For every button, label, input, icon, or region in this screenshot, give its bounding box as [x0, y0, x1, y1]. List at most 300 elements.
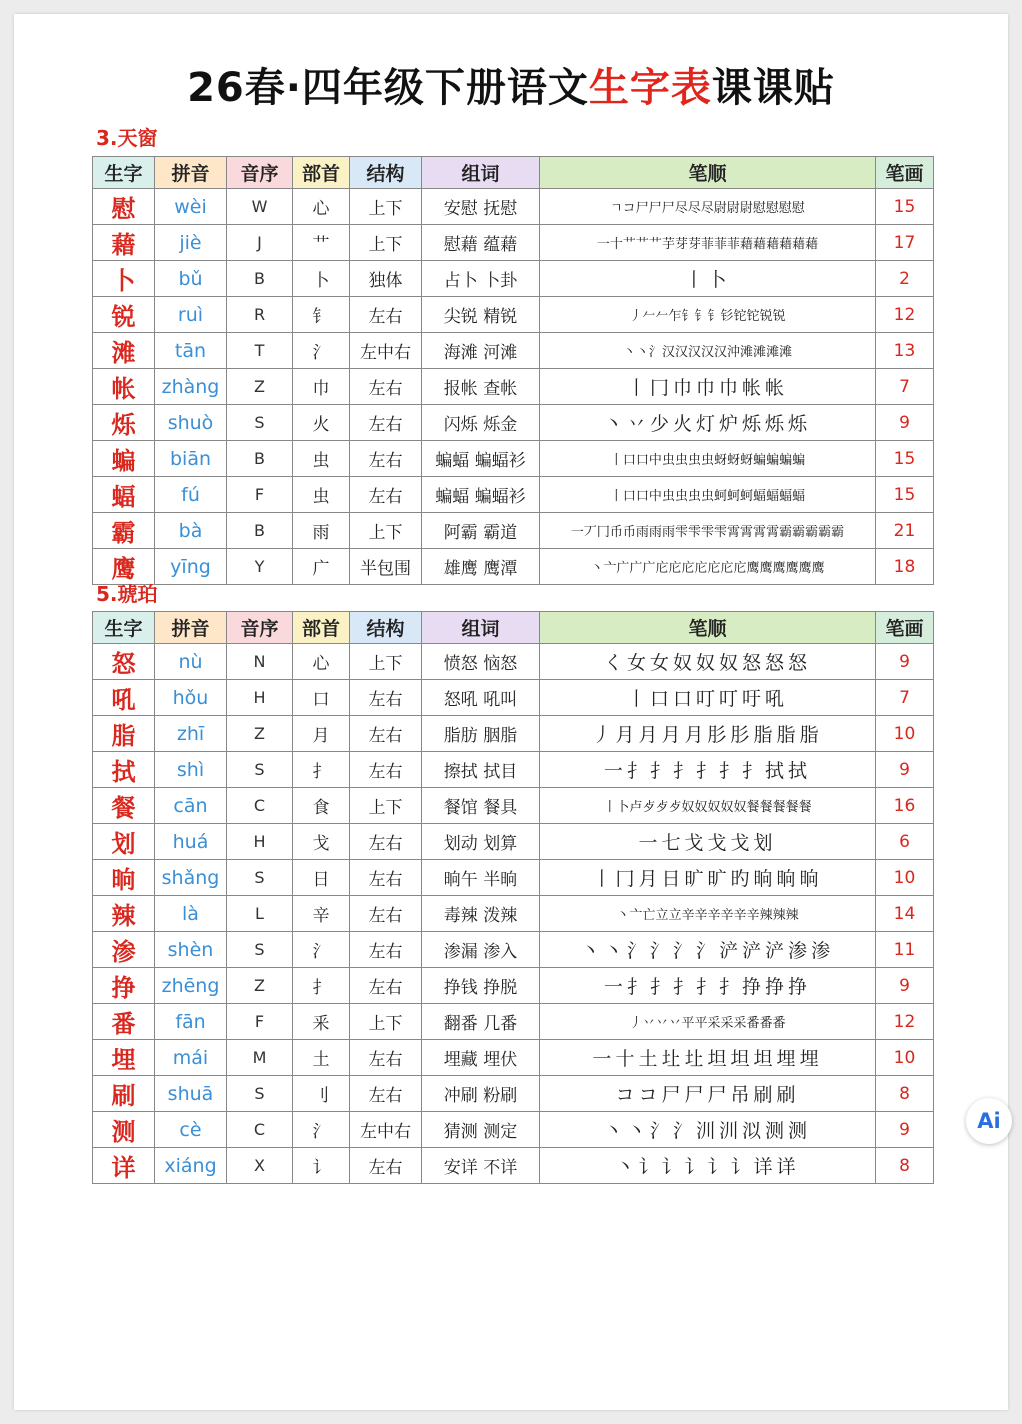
- pinyin-cell: cān: [155, 788, 227, 824]
- stroke-step: 巾: [719, 377, 739, 399]
- stroke-order-cell: [540, 549, 876, 585]
- stroke-step: コ: [622, 201, 635, 216]
- table-row: [93, 968, 934, 1004]
- stroke-step: 旳: [730, 868, 750, 890]
- header-pinyin: 拼音: [155, 157, 227, 189]
- order-cell: C: [227, 1112, 293, 1148]
- stroke-step: 丶: [603, 1120, 623, 1142]
- stroke-step: 霸: [831, 525, 844, 540]
- stroke-step: 讠: [730, 1156, 750, 1178]
- words-cell: 闪烁 烁金: [422, 405, 540, 441]
- table-row: [93, 333, 934, 369]
- stroke-step: 汉: [661, 345, 674, 360]
- stroke-step: 月: [638, 724, 658, 746]
- char-cell: 烁: [93, 405, 155, 441]
- table-row: [93, 441, 934, 477]
- stroke-step: 卢: [629, 800, 642, 815]
- stroke-step: 埋: [776, 1048, 796, 1070]
- words-cell: 冲刷 粉刷: [422, 1076, 540, 1112]
- title-highlight: 生字表: [588, 65, 712, 111]
- stroke-step: 氵: [672, 1120, 692, 1142]
- stroke-step: 餐: [772, 800, 785, 815]
- structure-cell: 左中右: [350, 333, 422, 369]
- stroke-step: 尸: [684, 1084, 704, 1106]
- stroke-step: 铊: [733, 309, 746, 324]
- stroke-step: 详: [753, 1156, 773, 1178]
- stroke-step: 钅: [681, 309, 694, 324]
- char-cell: 刷: [93, 1076, 155, 1112]
- char-cell: 蝙: [93, 441, 155, 477]
- stroke-step: 蝙: [766, 453, 779, 468]
- stroke-count-cell: 9: [876, 1112, 934, 1148]
- stroke-step: 艹: [648, 237, 661, 252]
- header-words: 组词: [422, 612, 540, 644]
- stroke-step: 口: [622, 489, 635, 504]
- radical-cell: 日: [293, 860, 350, 896]
- character-table-hupo: [92, 611, 934, 1184]
- stroke-step: 丶: [603, 940, 623, 962]
- stroke-step: 埋: [799, 1048, 819, 1070]
- order-cell: T: [227, 333, 293, 369]
- stroke-order-cell: [540, 297, 876, 333]
- stroke-step: 十: [609, 237, 622, 252]
- stroke-step: 肜: [707, 724, 727, 746]
- char-cell: 滩: [93, 333, 155, 369]
- stroke-step: 渗: [811, 940, 831, 962]
- stroke-step: 奴: [681, 800, 694, 815]
- stroke-step: 讠: [684, 1156, 704, 1178]
- stroke-step: 奴: [694, 800, 707, 815]
- pinyin-cell: shì: [155, 752, 227, 788]
- stroke-order-cell: [540, 1004, 876, 1040]
- stroke-step: 怒: [788, 652, 808, 674]
- table-row: [93, 477, 934, 513]
- structure-cell: 左右: [350, 680, 422, 716]
- radical-cell: 艹: [293, 225, 350, 261]
- stroke-count-cell: 13: [876, 333, 934, 369]
- stroke-step: 丆: [583, 525, 596, 540]
- stroke-step: 汌: [719, 1120, 739, 1142]
- stroke-step: 丶: [615, 1156, 635, 1178]
- stroke-step: 尽: [674, 201, 687, 216]
- pinyin-cell: huá: [155, 824, 227, 860]
- stroke-step: 虫: [674, 453, 687, 468]
- stroke-step: 蝙: [792, 453, 805, 468]
- char-cell: 渗: [93, 932, 155, 968]
- order-cell: Z: [227, 716, 293, 752]
- table-row: [93, 824, 934, 860]
- char-cell: 测: [93, 1112, 155, 1148]
- stroke-step: 月: [615, 724, 635, 746]
- stroke-step: 丷: [626, 413, 646, 435]
- words-cell: 蝙蝠 蝙蝠衫: [422, 477, 540, 513]
- words-cell: 愤怒 恼怒: [422, 644, 540, 680]
- stroke-step: 歺: [655, 800, 668, 815]
- stroke-step: 霸: [792, 525, 805, 540]
- stroke-step: 吼: [765, 688, 785, 710]
- stroke-step: コ: [615, 1084, 635, 1106]
- stroke-step: 叮: [719, 688, 739, 710]
- words-cell: 毒辣 泼辣: [422, 896, 540, 932]
- header-order: 音序: [227, 612, 293, 644]
- stroke-step: 一: [592, 1048, 612, 1070]
- stroke-count-cell: 7: [876, 369, 934, 405]
- stroke-step: 立: [668, 908, 681, 923]
- stroke-step: 沖: [727, 345, 740, 360]
- order-cell: S: [227, 932, 293, 968]
- stroke-step: 晌: [753, 868, 773, 890]
- table-row: [93, 1004, 934, 1040]
- words-cell: 猜测 测定: [422, 1112, 540, 1148]
- stroke-step: 滩: [753, 345, 766, 360]
- header-structure: 结构: [350, 157, 422, 189]
- stroke-step: 亠: [603, 561, 616, 576]
- stroke-step: 尉: [713, 201, 726, 216]
- stroke-step: 怒: [742, 652, 762, 674]
- table-row: [93, 788, 934, 824]
- stroke-step: 霄: [727, 525, 740, 540]
- stroke-order-cell: [540, 369, 876, 405]
- char-cell: 慰: [93, 189, 155, 225]
- stroke-step: 月: [638, 868, 658, 890]
- stroke-step: 平: [694, 1016, 707, 1031]
- stroke-step: 炉: [719, 413, 739, 435]
- structure-cell: 左右: [350, 441, 422, 477]
- table-row: [93, 896, 934, 932]
- stroke-step: 七: [661, 832, 681, 854]
- stroke-step: 藉: [779, 237, 792, 252]
- words-cell: 报帐 查帐: [422, 369, 540, 405]
- pinyin-cell: tān: [155, 333, 227, 369]
- table-row: [93, 261, 934, 297]
- stroke-step: 藉: [792, 237, 805, 252]
- stroke-step: 餐: [798, 800, 811, 815]
- structure-cell: 半包围: [350, 549, 422, 585]
- stroke-step: 蝠: [779, 489, 792, 504]
- radical-cell: 雨: [293, 513, 350, 549]
- structure-cell: 左右: [350, 1076, 422, 1112]
- stroke-step: 划: [753, 832, 773, 854]
- stroke-step: 测: [788, 1120, 808, 1142]
- stroke-step: 广: [616, 561, 629, 576]
- stroke-step: 广: [642, 561, 655, 576]
- stroke-step: 日: [661, 868, 681, 890]
- words-cell: 安慰 抚慰: [422, 189, 540, 225]
- stroke-step: 丿: [629, 1016, 642, 1031]
- radical-cell: 巾: [293, 369, 350, 405]
- char-cell: 锐: [93, 297, 155, 333]
- stroke-step: 币: [609, 525, 622, 540]
- stroke-order-cell: [540, 788, 876, 824]
- stroke-step: 锐: [759, 309, 772, 324]
- stroke-step: 辛: [733, 908, 746, 923]
- stroke-step: 丨: [609, 453, 622, 468]
- words-cell: 雄鹰 鹰潭: [422, 549, 540, 585]
- stroke-step: 汌: [695, 1120, 715, 1142]
- order-cell: N: [227, 644, 293, 680]
- pinyin-cell: biān: [155, 441, 227, 477]
- words-cell: 海滩 河滩: [422, 333, 540, 369]
- structure-cell: 左右: [350, 932, 422, 968]
- stroke-order-cell: [540, 1112, 876, 1148]
- stroke-step: 丷: [655, 1016, 668, 1031]
- radical-cell: 辛: [293, 896, 350, 932]
- words-cell: 慰藉 蕴藉: [422, 225, 540, 261]
- stroke-step: 丿: [592, 724, 612, 746]
- stroke-step: 刷: [753, 1084, 773, 1106]
- stroke-step: 丷: [642, 1016, 655, 1031]
- stroke-step: 鹰: [811, 561, 824, 576]
- table-row: [93, 644, 934, 680]
- stroke-step: 刷: [776, 1084, 796, 1106]
- stroke-count-cell: 15: [876, 441, 934, 477]
- stroke-step: 辣: [785, 908, 798, 923]
- stroke-step: 奴: [707, 800, 720, 815]
- stroke-step: 艹: [635, 237, 648, 252]
- stroke-step: 钅: [694, 309, 707, 324]
- stroke-step: 尸: [661, 201, 674, 216]
- stroke-count-cell: 10: [876, 716, 934, 752]
- stroke-step: 旷: [707, 868, 727, 890]
- stroke-step: 口: [672, 688, 692, 710]
- table-row: [93, 297, 934, 333]
- table-row: [93, 513, 934, 549]
- stroke-step: 土: [638, 1048, 658, 1070]
- stroke-step: 烁: [788, 413, 808, 435]
- stroke-step: 丨: [592, 868, 612, 890]
- stroke-step: 巾: [695, 377, 715, 399]
- stroke-step: 辛: [746, 908, 759, 923]
- pinyin-cell: shèn: [155, 932, 227, 968]
- stroke-step: 丷: [668, 1016, 681, 1031]
- radical-cell: 火: [293, 405, 350, 441]
- order-cell: B: [227, 261, 293, 297]
- pinyin-cell: hǒu: [155, 680, 227, 716]
- order-cell: S: [227, 1076, 293, 1112]
- radical-cell: 扌: [293, 752, 350, 788]
- stroke-step: 扌: [695, 760, 715, 782]
- stroke-order-cell: [540, 752, 876, 788]
- char-cell: 挣: [93, 968, 155, 1004]
- stroke-step: 藉: [753, 237, 766, 252]
- stroke-step: 藉: [766, 237, 779, 252]
- stroke-step: 扌: [649, 976, 669, 998]
- stroke-step: 歺: [668, 800, 681, 815]
- order-cell: S: [227, 405, 293, 441]
- ai-assistant-button[interactable]: Ai: [966, 1098, 1012, 1144]
- stroke-step: 辛: [681, 908, 694, 923]
- stroke-step: 虫: [700, 453, 713, 468]
- stroke-step: 芋: [661, 237, 674, 252]
- stroke-step: 菲: [727, 237, 740, 252]
- table-row: [93, 225, 934, 261]
- stroke-step: 霄: [740, 525, 753, 540]
- stroke-step: 雫: [714, 525, 727, 540]
- stroke-step: 扌: [649, 760, 669, 782]
- stroke-order-cell: [540, 824, 876, 860]
- stroke-step: 庀: [707, 561, 720, 576]
- header-char: 生字: [93, 612, 155, 644]
- stroke-step: 奴: [695, 652, 715, 674]
- order-cell: H: [227, 680, 293, 716]
- stroke-step: 一: [596, 237, 609, 252]
- stroke-step: 蝠: [753, 489, 766, 504]
- structure-cell: 上下: [350, 513, 422, 549]
- words-cell: 餐馆 餐具: [422, 788, 540, 824]
- stroke-step: 尸: [707, 1084, 727, 1106]
- stroke-step: 叮: [695, 688, 715, 710]
- stroke-step: 烁: [765, 413, 785, 435]
- structure-cell: 左中右: [350, 1112, 422, 1148]
- stroke-step: 坦: [730, 1048, 750, 1070]
- stroke-step: 坦: [753, 1048, 773, 1070]
- stroke-step: 口: [622, 453, 635, 468]
- stroke-step: 氵: [695, 940, 715, 962]
- stroke-step: 番: [746, 1016, 759, 1031]
- stroke-count-cell: 9: [876, 644, 934, 680]
- pinyin-cell: zhēng: [155, 968, 227, 1004]
- char-cell: 藉: [93, 225, 155, 261]
- char-cell: 拭: [93, 752, 155, 788]
- order-cell: M: [227, 1040, 293, 1076]
- radical-cell: 虫: [293, 441, 350, 477]
- stroke-order-cell: [540, 1040, 876, 1076]
- structure-cell: 上下: [350, 189, 422, 225]
- stroke-step: 拭: [788, 760, 808, 782]
- stroke-step: 餐: [785, 800, 798, 815]
- words-cell: 占卜 卜卦: [422, 261, 540, 297]
- structure-cell: 左右: [350, 1148, 422, 1184]
- stroke-step: 冂: [615, 868, 635, 890]
- page-title: [0, 56, 1022, 113]
- stroke-step: 巾: [672, 377, 692, 399]
- stroke-step: 测: [765, 1120, 785, 1142]
- words-cell: 安详 不详: [422, 1148, 540, 1184]
- stroke-step: 平: [681, 1016, 694, 1031]
- stroke-step: 蚵: [727, 489, 740, 504]
- stroke-step: 慰: [765, 201, 778, 216]
- stroke-step: 霸: [818, 525, 831, 540]
- stroke-step: 扌: [695, 976, 715, 998]
- table-row: [93, 405, 934, 441]
- stroke-step: 戈: [707, 832, 727, 854]
- stroke-step: 蚜: [740, 453, 753, 468]
- stroke-step: 脂: [799, 724, 819, 746]
- stroke-step: 蝙: [779, 453, 792, 468]
- stroke-step: 采: [733, 1016, 746, 1031]
- table-row: [93, 1076, 934, 1112]
- table-header-row: [93, 157, 934, 189]
- order-cell: L: [227, 896, 293, 932]
- stroke-order-cell: [540, 405, 876, 441]
- structure-cell: 上下: [350, 225, 422, 261]
- stroke-step: 口: [635, 489, 648, 504]
- order-cell: Y: [227, 549, 293, 585]
- stroke-step: 餐: [746, 800, 759, 815]
- words-cell: 挣钱 挣脱: [422, 968, 540, 1004]
- stroke-step: 丶: [626, 1120, 646, 1142]
- stroke-step: 卜: [616, 800, 629, 815]
- stroke-step: 怒: [765, 652, 785, 674]
- stroke-step: 雫: [674, 525, 687, 540]
- stroke-step: 乍: [668, 309, 681, 324]
- stroke-step: 蝠: [792, 489, 805, 504]
- radical-cell: 氵: [293, 932, 350, 968]
- stroke-step: 采: [707, 1016, 720, 1031]
- words-cell: 阿霸 霸道: [422, 513, 540, 549]
- order-cell: F: [227, 1004, 293, 1040]
- stroke-order-cell: [540, 1148, 876, 1184]
- order-cell: S: [227, 860, 293, 896]
- stroke-step: 冂: [596, 525, 609, 540]
- stroke-step: 丨: [603, 800, 616, 815]
- stroke-step: 虫: [661, 453, 674, 468]
- pinyin-cell: fān: [155, 1004, 227, 1040]
- stroke-step: 雫: [687, 525, 700, 540]
- words-cell: 尖锐 精锐: [422, 297, 540, 333]
- pinyin-cell: zhàng: [155, 369, 227, 405]
- stroke-step: 尉: [726, 201, 739, 216]
- stroke-order-cell: [540, 716, 876, 752]
- stroke-step: 氵: [626, 940, 646, 962]
- table-row: [93, 680, 934, 716]
- stroke-step: 藉: [805, 237, 818, 252]
- stroke-step: 圵: [661, 1048, 681, 1070]
- stroke-step: 口: [635, 453, 648, 468]
- stroke-step: 慰: [752, 201, 765, 216]
- stroke-order-cell: [540, 644, 876, 680]
- char-cell: 划: [93, 824, 155, 860]
- stroke-step: 鹰: [772, 561, 785, 576]
- stroke-count-cell: 2: [876, 261, 934, 297]
- stroke-order-cell: [540, 189, 876, 225]
- structure-cell: 左右: [350, 896, 422, 932]
- stroke-step: 丶: [603, 413, 623, 435]
- stroke-step: 蝙: [753, 453, 766, 468]
- stroke-step: 滩: [740, 345, 753, 360]
- stroke-step: 火: [672, 413, 692, 435]
- stroke-order-cell: [540, 477, 876, 513]
- header-words: 组词: [422, 157, 540, 189]
- stroke-step: 采: [720, 1016, 733, 1031]
- radical-cell: 戈: [293, 824, 350, 860]
- stroke-step: 蚵: [714, 489, 727, 504]
- stroke-step: 坦: [707, 1048, 727, 1070]
- stroke-step: 慰: [791, 201, 804, 216]
- stroke-step: 庀: [720, 561, 733, 576]
- radical-cell: 广: [293, 549, 350, 585]
- radical-cell: 釆: [293, 1004, 350, 1040]
- stroke-step: 氵: [649, 940, 669, 962]
- stroke-step: 鹰: [798, 561, 811, 576]
- stroke-step: 丶: [616, 908, 629, 923]
- order-cell: F: [227, 477, 293, 513]
- pinyin-cell: fú: [155, 477, 227, 513]
- table-row: [93, 752, 934, 788]
- title-prefix: 26春·四年级下册语文: [187, 65, 589, 111]
- radical-cell: 食: [293, 788, 350, 824]
- stroke-step: 雨: [635, 525, 648, 540]
- stroke-step: 霸: [779, 525, 792, 540]
- words-cell: 划动 划算: [422, 824, 540, 860]
- stroke-step: 一: [603, 976, 623, 998]
- header-structure: 结构: [350, 612, 422, 644]
- structure-cell: 左右: [350, 1040, 422, 1076]
- pinyin-cell: wèi: [155, 189, 227, 225]
- order-cell: C: [227, 788, 293, 824]
- order-cell: B: [227, 441, 293, 477]
- stroke-step: 奴: [733, 800, 746, 815]
